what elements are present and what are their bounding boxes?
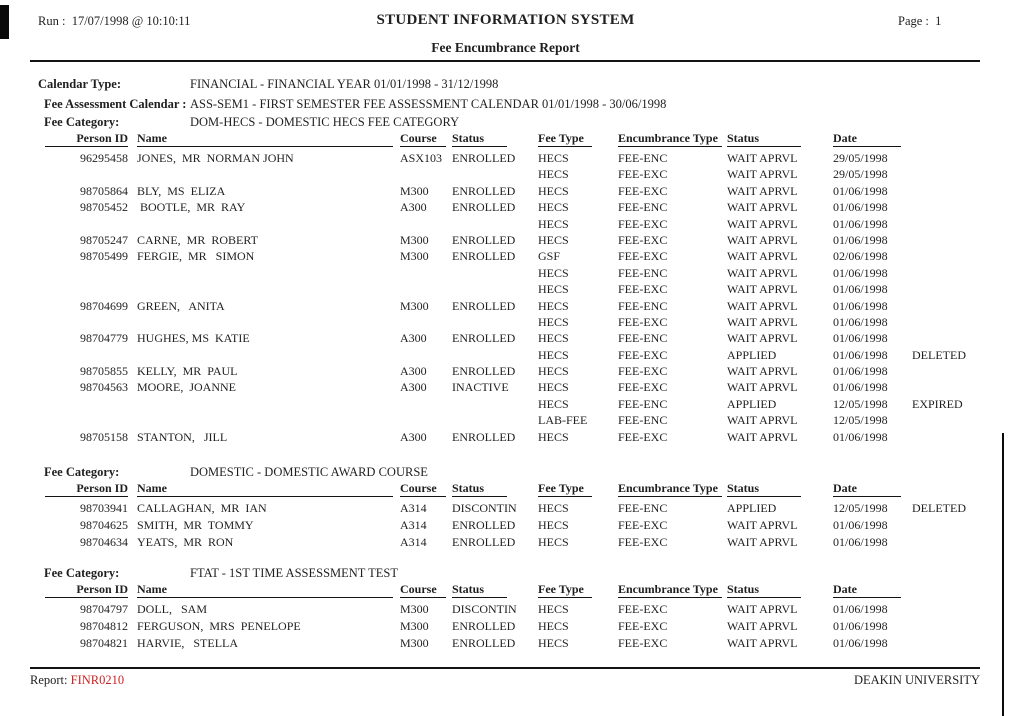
cell-enc_type: FEE-ENC: [618, 501, 668, 515]
cell-person_id: 98704563: [80, 380, 128, 395]
cell-enc_type: FEE-EXC: [618, 380, 668, 395]
table-row: [0, 331, 1011, 347]
column-header-fee_type: Fee Type: [538, 481, 592, 497]
footer-rule: [30, 667, 980, 669]
cell-date: 02/06/1998: [833, 249, 888, 264]
cell-course: A300: [400, 364, 427, 379]
cell-date: 01/06/1998: [833, 282, 888, 297]
column-header-fee_type: Fee Type: [538, 131, 592, 147]
cell-enc_type: FEE-ENC: [618, 298, 668, 313]
cell-enc_status: WAIT APRVL: [727, 619, 798, 633]
fee-category-value: FTAT - 1ST TIME ASSESSMENT TEST: [190, 566, 398, 580]
cell-status: ENROLLED: [452, 298, 516, 313]
cell-date: 01/06/1998: [833, 347, 888, 362]
cell-status: ENROLLED: [452, 200, 516, 215]
cell-course: M300: [400, 619, 429, 633]
run-label: Run :: [38, 14, 66, 28]
cell-person_id: 98705247: [80, 232, 128, 247]
cell-name: KELLY, MR PAUL: [137, 364, 238, 379]
cell-fee_type: HECS: [538, 347, 569, 362]
cell-enc_type: FEE-ENC: [618, 200, 668, 215]
cell-status: ENROLLED: [452, 151, 516, 165]
cell-name: YEATS, MR RON: [137, 535, 234, 549]
table-row: [0, 348, 1011, 364]
cell-date: 01/06/1998: [833, 535, 888, 549]
column-header-name: Name: [137, 481, 393, 497]
table-rows: [0, 501, 1011, 552]
column-header-row: [0, 582, 1011, 602]
column-header-name: Name: [137, 131, 393, 147]
table-row: [0, 619, 1011, 636]
cell-enc_type: FEE-EXC: [618, 249, 668, 264]
cell-person_id: 98704779: [80, 331, 128, 346]
cell-enc_type: FEE-EXC: [618, 183, 668, 198]
cell-fee_type: HECS: [538, 183, 569, 198]
cell-enc_status: WAIT APRVL: [727, 167, 798, 182]
cell-fee_type: HECS: [538, 265, 569, 280]
cell-fee_type: HECS: [538, 216, 569, 231]
cell-fee_type: HECS: [538, 167, 569, 182]
column-header-course: Course: [400, 481, 446, 497]
table-row: [0, 518, 1011, 535]
cell-enc_status: WAIT APRVL: [727, 216, 798, 231]
cell-course: A300: [400, 429, 427, 444]
table-row: [0, 151, 1011, 167]
column-header-date: Date: [833, 582, 901, 598]
cell-person_id: 98704812: [80, 619, 128, 633]
table-row: [0, 413, 1011, 429]
cell-fee_type: HECS: [538, 232, 569, 247]
cell-person_id: 98705499: [80, 249, 128, 264]
cell-enc_status: WAIT APRVL: [727, 518, 798, 532]
cell-name: STANTON, JILL: [137, 429, 228, 444]
cell-date: 29/05/1998: [833, 167, 888, 182]
cell-fee_type: HECS: [538, 331, 569, 346]
cell-name: HUGHES, MS KATIE: [137, 331, 250, 346]
cell-course: M300: [400, 249, 429, 264]
run-value: 17/07/1998 @ 10:10:11: [71, 14, 191, 28]
cell-date: 01/06/1998: [833, 200, 888, 215]
scan-artifact-top-left: [0, 5, 9, 39]
cell-enc_status: WAIT APRVL: [727, 429, 798, 444]
cell-status: ENROLLED: [452, 429, 516, 444]
cell-status: ENROLLED: [452, 518, 516, 532]
cell-name: SMITH, MR TOMMY: [137, 518, 254, 532]
cell-status: ENROLLED: [452, 364, 516, 379]
cell-status: ENROLLED: [452, 636, 516, 650]
university-name: DEAKIN UNIVERSITY: [853, 673, 980, 687]
cell-note: EXPIRED: [912, 396, 963, 411]
cell-course: A300: [400, 331, 427, 346]
column-header-enc_type: Encumbrance Type: [618, 481, 722, 497]
cell-fee_type: GSF: [538, 249, 561, 264]
column-header-name: Name: [137, 582, 393, 598]
column-header-enc_status: Status: [727, 131, 801, 147]
cell-enc_type: FEE-EXC: [618, 619, 668, 633]
cell-enc_type: FEE-EXC: [618, 602, 668, 616]
cell-status: ENROLLED: [452, 249, 516, 264]
cell-enc_status: WAIT APRVL: [727, 183, 798, 198]
column-header-enc_status: Status: [727, 481, 801, 497]
cell-enc_status: APPLIED: [727, 501, 777, 515]
cell-fee_type: HECS: [538, 518, 569, 532]
cell-fee_type: HECS: [538, 619, 569, 633]
column-header-person_id: Person ID: [45, 582, 128, 598]
cell-date: 01/06/1998: [833, 518, 888, 532]
cell-course: A314: [400, 501, 427, 515]
cell-enc_status: WAIT APRVL: [727, 151, 798, 165]
table-row: [0, 233, 1011, 249]
page-label: Page :: [898, 14, 929, 28]
cell-status: ENROLLED: [452, 232, 516, 247]
cell-enc_status: WAIT APRVL: [727, 380, 798, 395]
table-rows: [0, 602, 1011, 653]
cell-course: A314: [400, 518, 427, 532]
cell-person_id: 98704797: [80, 602, 128, 616]
cell-enc_type: FEE-EXC: [618, 429, 668, 444]
cell-date: 01/06/1998: [833, 298, 888, 313]
column-header-person_id: Person ID: [45, 481, 128, 497]
cell-date: 01/06/1998: [833, 265, 888, 280]
fee-category-label: Fee Category:: [44, 566, 120, 580]
cell-course: M300: [400, 636, 429, 650]
cell-person_id: 98704625: [80, 518, 128, 532]
cell-status: DISCONTIN: [452, 501, 517, 515]
cell-name: HARVIE, STELLA: [137, 636, 239, 650]
column-header-enc_type: Encumbrance Type: [618, 131, 722, 147]
cell-date: 01/06/1998: [833, 183, 888, 198]
page-value: 1: [935, 14, 942, 28]
table-row: [0, 535, 1011, 552]
cell-date: 12/05/1998: [833, 501, 888, 515]
column-header-enc_type: Encumbrance Type: [618, 582, 722, 598]
table-row: [0, 167, 1011, 183]
table-row: [0, 380, 1011, 396]
column-header-row: [0, 481, 1011, 501]
column-header-status: Status: [452, 582, 507, 598]
column-header-course: Course: [400, 582, 446, 598]
fee-category-label: Fee Category:: [44, 465, 120, 479]
cell-course: M300: [400, 232, 429, 247]
cell-enc_status: WAIT APRVL: [727, 249, 798, 264]
calendar-type-label: Calendar Type:: [38, 77, 121, 91]
cell-date: 29/05/1998: [833, 151, 888, 165]
column-header-course: Course: [400, 131, 446, 147]
cell-person_id: 98704821: [80, 636, 128, 650]
cell-enc_status: WAIT APRVL: [727, 282, 798, 297]
report-code-line: [30, 673, 124, 688]
cell-enc_type: FEE-ENC: [618, 151, 668, 165]
cell-enc_type: FEE-EXC: [618, 347, 668, 362]
cell-enc_type: FEE-ENC: [618, 396, 668, 411]
table-row: [0, 200, 1011, 216]
cell-status: ENROLLED: [452, 331, 516, 346]
cell-enc_type: FEE-EXC: [618, 535, 668, 549]
cell-status: ENROLLED: [452, 535, 516, 549]
cell-fee_type: HECS: [538, 364, 569, 379]
column-header-date: Date: [833, 131, 901, 147]
cell-date: 01/06/1998: [833, 380, 888, 395]
cell-course: A300: [400, 380, 427, 395]
cell-enc_type: FEE-EXC: [618, 518, 668, 532]
cell-name: DOLL, SAM: [137, 602, 208, 616]
cell-fee_type: HECS: [538, 429, 569, 444]
cell-fee_type: HECS: [538, 151, 569, 165]
column-header-row: [0, 131, 1011, 151]
cell-enc_type: FEE-EXC: [618, 636, 668, 650]
cell-enc_status: WAIT APRVL: [727, 314, 798, 329]
cell-date: 01/06/1998: [833, 216, 888, 231]
calendar-type-value: FINANCIAL - FINANCIAL YEAR 01/01/1998 - 31/12/1998: [190, 77, 499, 91]
report-code: FINR0210: [70, 673, 125, 687]
cell-enc_status: WAIT APRVL: [727, 298, 798, 313]
cell-course: M300: [400, 183, 429, 198]
cell-status: DISCONTIN: [452, 602, 517, 616]
cell-course: M300: [400, 298, 429, 313]
cell-date: 12/05/1998: [833, 396, 888, 411]
cell-note: DELETED: [912, 347, 966, 362]
cell-enc_status: WAIT APRVL: [727, 265, 798, 280]
fee-category-label: Fee Category:: [44, 115, 120, 129]
cell-fee_type: HECS: [538, 535, 569, 549]
column-header-enc_status: Status: [727, 582, 801, 598]
fee-assessment-calendar-label: Fee Assessment Calendar :: [44, 97, 187, 111]
cell-enc_type: FEE-EXC: [618, 282, 668, 297]
table-rows: [0, 151, 1011, 446]
cell-person_id: 96295458: [80, 151, 128, 165]
cell-enc_type: FEE-ENC: [618, 331, 668, 346]
cell-date: 01/06/1998: [833, 636, 888, 650]
table-row: [0, 364, 1011, 380]
cell-enc_type: FEE-ENC: [618, 413, 668, 428]
column-header-fee_type: Fee Type: [538, 582, 592, 598]
table-row: [0, 184, 1011, 200]
cell-date: 01/06/1998: [833, 429, 888, 444]
cell-person_id: 98705855: [80, 364, 128, 379]
cell-fee_type: HECS: [538, 298, 569, 313]
cell-course: A314: [400, 535, 427, 549]
cell-date: 01/06/1998: [833, 331, 888, 346]
cell-person_id: 98705452: [80, 200, 128, 215]
cell-name: JONES, MR NORMAN JOHN: [137, 151, 294, 165]
scan-artifact-right-edge: [1002, 433, 1004, 716]
cell-fee_type: HECS: [538, 501, 569, 515]
cell-name: GREEN, ANITA: [137, 298, 225, 313]
table-row: [0, 602, 1011, 619]
table-row: [0, 397, 1011, 413]
cell-fee_type: HECS: [538, 602, 569, 616]
cell-enc_status: WAIT APRVL: [727, 364, 798, 379]
table-row: [0, 266, 1011, 282]
cell-enc_status: WAIT APRVL: [727, 413, 798, 428]
cell-name: CALLAGHAN, MR IAN: [137, 501, 267, 515]
report-title: STUDENT INFORMATION SYSTEM: [376, 12, 635, 28]
cell-enc_status: WAIT APRVL: [727, 602, 798, 616]
cell-enc_status: WAIT APRVL: [727, 200, 798, 215]
cell-name: MOORE, JOANNE: [137, 380, 236, 395]
cell-enc_status: WAIT APRVL: [727, 636, 798, 650]
cell-date: 01/06/1998: [833, 364, 888, 379]
report-label: Report:: [30, 673, 71, 687]
cell-enc_type: FEE-EXC: [618, 364, 668, 379]
cell-enc_status: WAIT APRVL: [727, 331, 798, 346]
cell-date: 01/06/1998: [833, 602, 888, 616]
cell-person_id: 98704699: [80, 298, 128, 313]
cell-status: INACTIVE: [452, 380, 509, 395]
cell-enc_type: FEE-ENC: [618, 265, 668, 280]
cell-person_id: 98705864: [80, 183, 128, 198]
fee-category-value: DOM-HECS - DOMESTIC HECS FEE CATEGORY: [190, 115, 460, 129]
cell-fee_type: HECS: [538, 636, 569, 650]
cell-fee_type: HECS: [538, 282, 569, 297]
cell-person_id: 98703941: [80, 501, 128, 515]
fee-category-value: DOMESTIC - DOMESTIC AWARD COURSE: [190, 465, 428, 479]
cell-note: DELETED: [912, 501, 966, 515]
cell-course: M300: [400, 602, 429, 616]
report-subtitle: Fee Encumbrance Report: [431, 40, 580, 55]
cell-name: FERGUSON, MRS PENELOPE: [137, 619, 301, 633]
cell-course: A300: [400, 200, 427, 215]
cell-enc_status: WAIT APRVL: [727, 232, 798, 247]
column-header-date: Date: [833, 481, 901, 497]
page-number: [898, 14, 941, 29]
cell-course: ASX103: [400, 151, 443, 165]
table-row: [0, 217, 1011, 233]
cell-name: FERGIE, MR SIMON: [137, 249, 255, 264]
cell-status: ENROLLED: [452, 619, 516, 633]
table-row: [0, 249, 1011, 265]
cell-name: BLY, MS ELIZA: [137, 183, 226, 198]
column-header-status: Status: [452, 131, 507, 147]
cell-fee_type: LAB-FEE: [538, 413, 588, 428]
table-row: [0, 430, 1011, 446]
cell-enc_status: APPLIED: [727, 396, 777, 411]
cell-name: BOOTLE, MR RAY: [137, 200, 246, 215]
cell-enc_type: FEE-EXC: [618, 216, 668, 231]
cell-enc_type: FEE-EXC: [618, 232, 668, 247]
column-header-person_id: Person ID: [45, 131, 128, 147]
table-row: [0, 636, 1011, 653]
cell-status: ENROLLED: [452, 183, 516, 198]
cell-enc_type: FEE-EXC: [618, 314, 668, 329]
cell-name: CARNE, MR ROBERT: [137, 232, 258, 247]
cell-fee_type: HECS: [538, 396, 569, 411]
header-rule: [30, 60, 980, 62]
cell-enc_status: APPLIED: [727, 347, 777, 362]
cell-person_id: 98705158: [80, 429, 128, 444]
cell-date: 12/05/1998: [833, 413, 888, 428]
table-row: [0, 315, 1011, 331]
cell-enc_status: WAIT APRVL: [727, 535, 798, 549]
cell-fee_type: HECS: [538, 314, 569, 329]
cell-date: 01/06/1998: [833, 619, 888, 633]
table-row: [0, 282, 1011, 298]
cell-enc_type: FEE-EXC: [618, 167, 668, 182]
fee-assessment-calendar-value: ASS-SEM1 - FIRST SEMESTER FEE ASSESSMENT CALENDAR 01/01/1998 - 30/06/1998: [190, 97, 667, 111]
cell-fee_type: HECS: [538, 200, 569, 215]
table-row: [0, 299, 1011, 315]
cell-person_id: 98704634: [80, 535, 128, 549]
table-row: [0, 501, 1011, 518]
column-header-status: Status: [452, 481, 507, 497]
cell-date: 01/06/1998: [833, 314, 888, 329]
cell-date: 01/06/1998: [833, 232, 888, 247]
cell-fee_type: HECS: [538, 380, 569, 395]
